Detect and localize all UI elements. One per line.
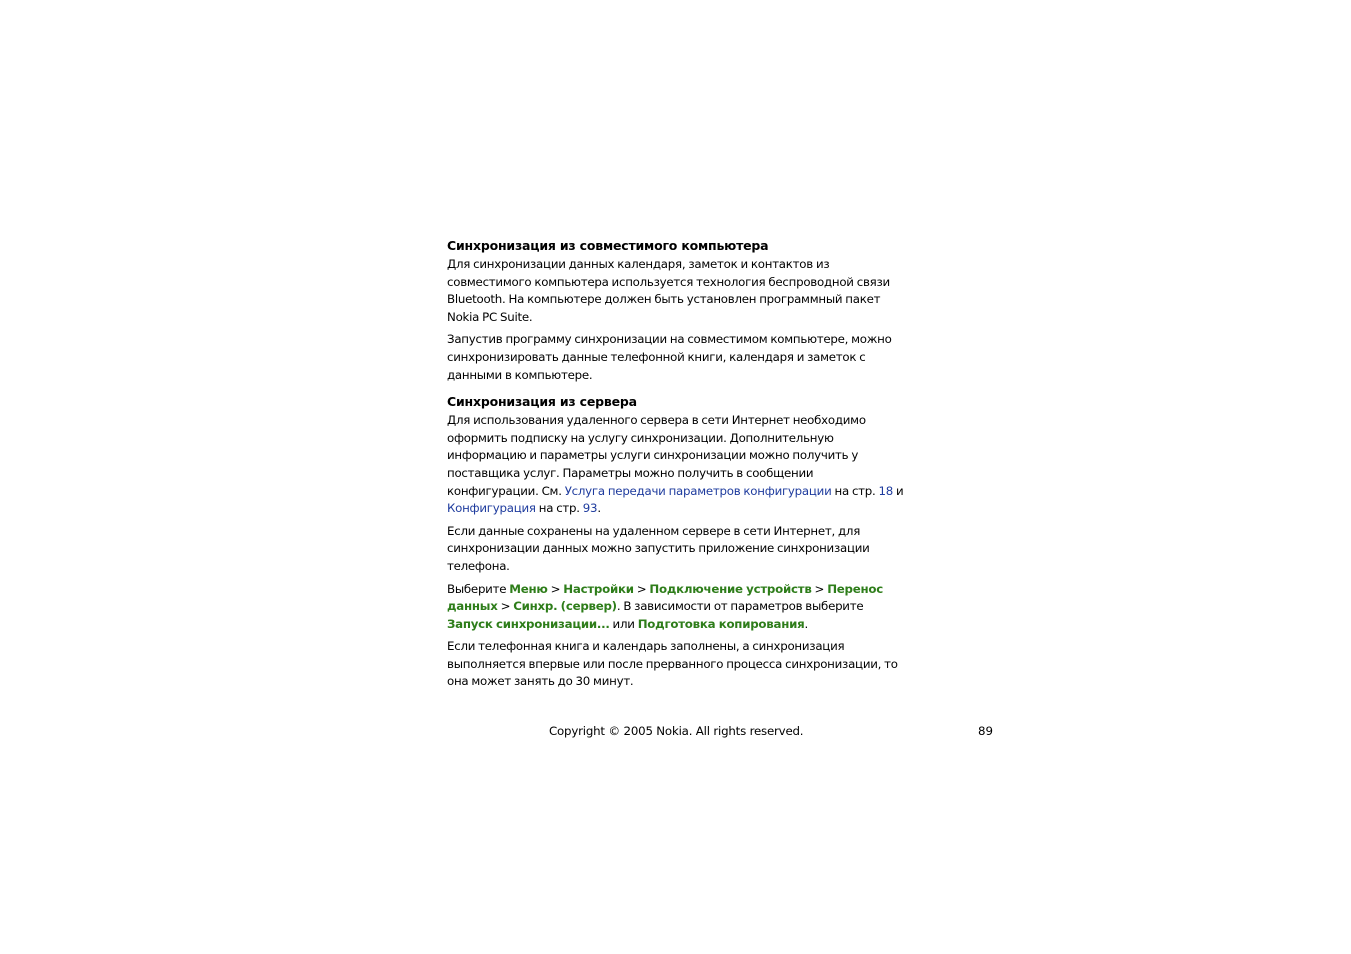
menu-item-data-transfer: Перенос данных	[447, 581, 884, 614]
page-number: 89	[978, 724, 994, 738]
copyright-notice: Copyright © 2005 Nokia. All rights reserved.	[549, 724, 804, 738]
paragraph-text: Выберите	[447, 581, 510, 596]
paragraph-text: и	[893, 483, 904, 498]
page-content	[447, 237, 907, 696]
link-configuration[interactable]: Конфигурация	[447, 501, 536, 516]
paragraph-text: .	[804, 616, 808, 631]
menu-item-prepare-copy: Подготовка копирования	[637, 616, 805, 631]
paragraph-text: .	[597, 501, 601, 516]
menu-separator: >	[497, 599, 514, 614]
link-page-18[interactable]: 18	[878, 483, 894, 498]
menu-item-connectivity: Подключение устройств	[649, 581, 812, 596]
menu-item-menu: Меню	[509, 581, 548, 596]
menu-separator: >	[547, 581, 564, 596]
paragraph-sync-duration: Если телефонная книга и календарь заполнены, а синхронизация выполняется впервые или после прерванного процесса синхронизации, то она может занять до 30 минут.	[447, 639, 898, 689]
paragraph-text: . В зависимости от параметров выберите	[616, 599, 864, 614]
menu-item-start-sync: Запуск синхронизации...	[447, 616, 610, 631]
paragraph-text: или	[609, 616, 638, 631]
paragraph-text: Для использования удаленного сервера в сети Интернет необходимо оформить подписку на услугу синхронизации. Дополнительную информацию и параметры услуги синхронизации можно получить у поставщика услуг. Параметры можно получить в сообщении конфигурации. См.	[447, 413, 866, 498]
section-heading-pc-sync: Синхронизация из совместимого компьютера	[447, 238, 769, 253]
menu-item-server-sync: Синхр. (сервер)	[513, 599, 617, 614]
paragraph-server-sync-intro	[447, 412, 907, 518]
link-page-93[interactable]: 93	[582, 501, 598, 516]
menu-separator: >	[633, 581, 650, 596]
paragraph-text: на стр.	[535, 501, 583, 516]
menu-separator: >	[811, 581, 828, 596]
paragraph-text: на стр.	[831, 483, 879, 498]
link-config-service[interactable]: Услуга передачи параметров конфигурации	[564, 483, 832, 498]
menu-item-settings: Настройки	[563, 581, 634, 596]
paragraph-pc-sync-intro: Для синхронизации данных календаря, заметок и контактов из совместимого компьютера используется технология беспроводной связи Bluetooth. На компьютере должен быть установлен программный пакет Nokia PC Suite.	[447, 257, 890, 324]
section-heading-server-sync: Синхронизация из сервера	[447, 394, 637, 410]
paragraph-server-sync-phone: Если данные сохранены на удаленном сервере в сети Интернет, для синхронизации данных можно запустить приложение синхронизации телефона.	[447, 523, 870, 573]
paragraph-pc-sync-details: Запустив программу синхронизации на совместимом компьютере, можно синхронизировать данные телефонной книги, календаря и заметок с данными в компьютере.	[447, 332, 892, 382]
paragraph-menu-path	[447, 581, 907, 634]
